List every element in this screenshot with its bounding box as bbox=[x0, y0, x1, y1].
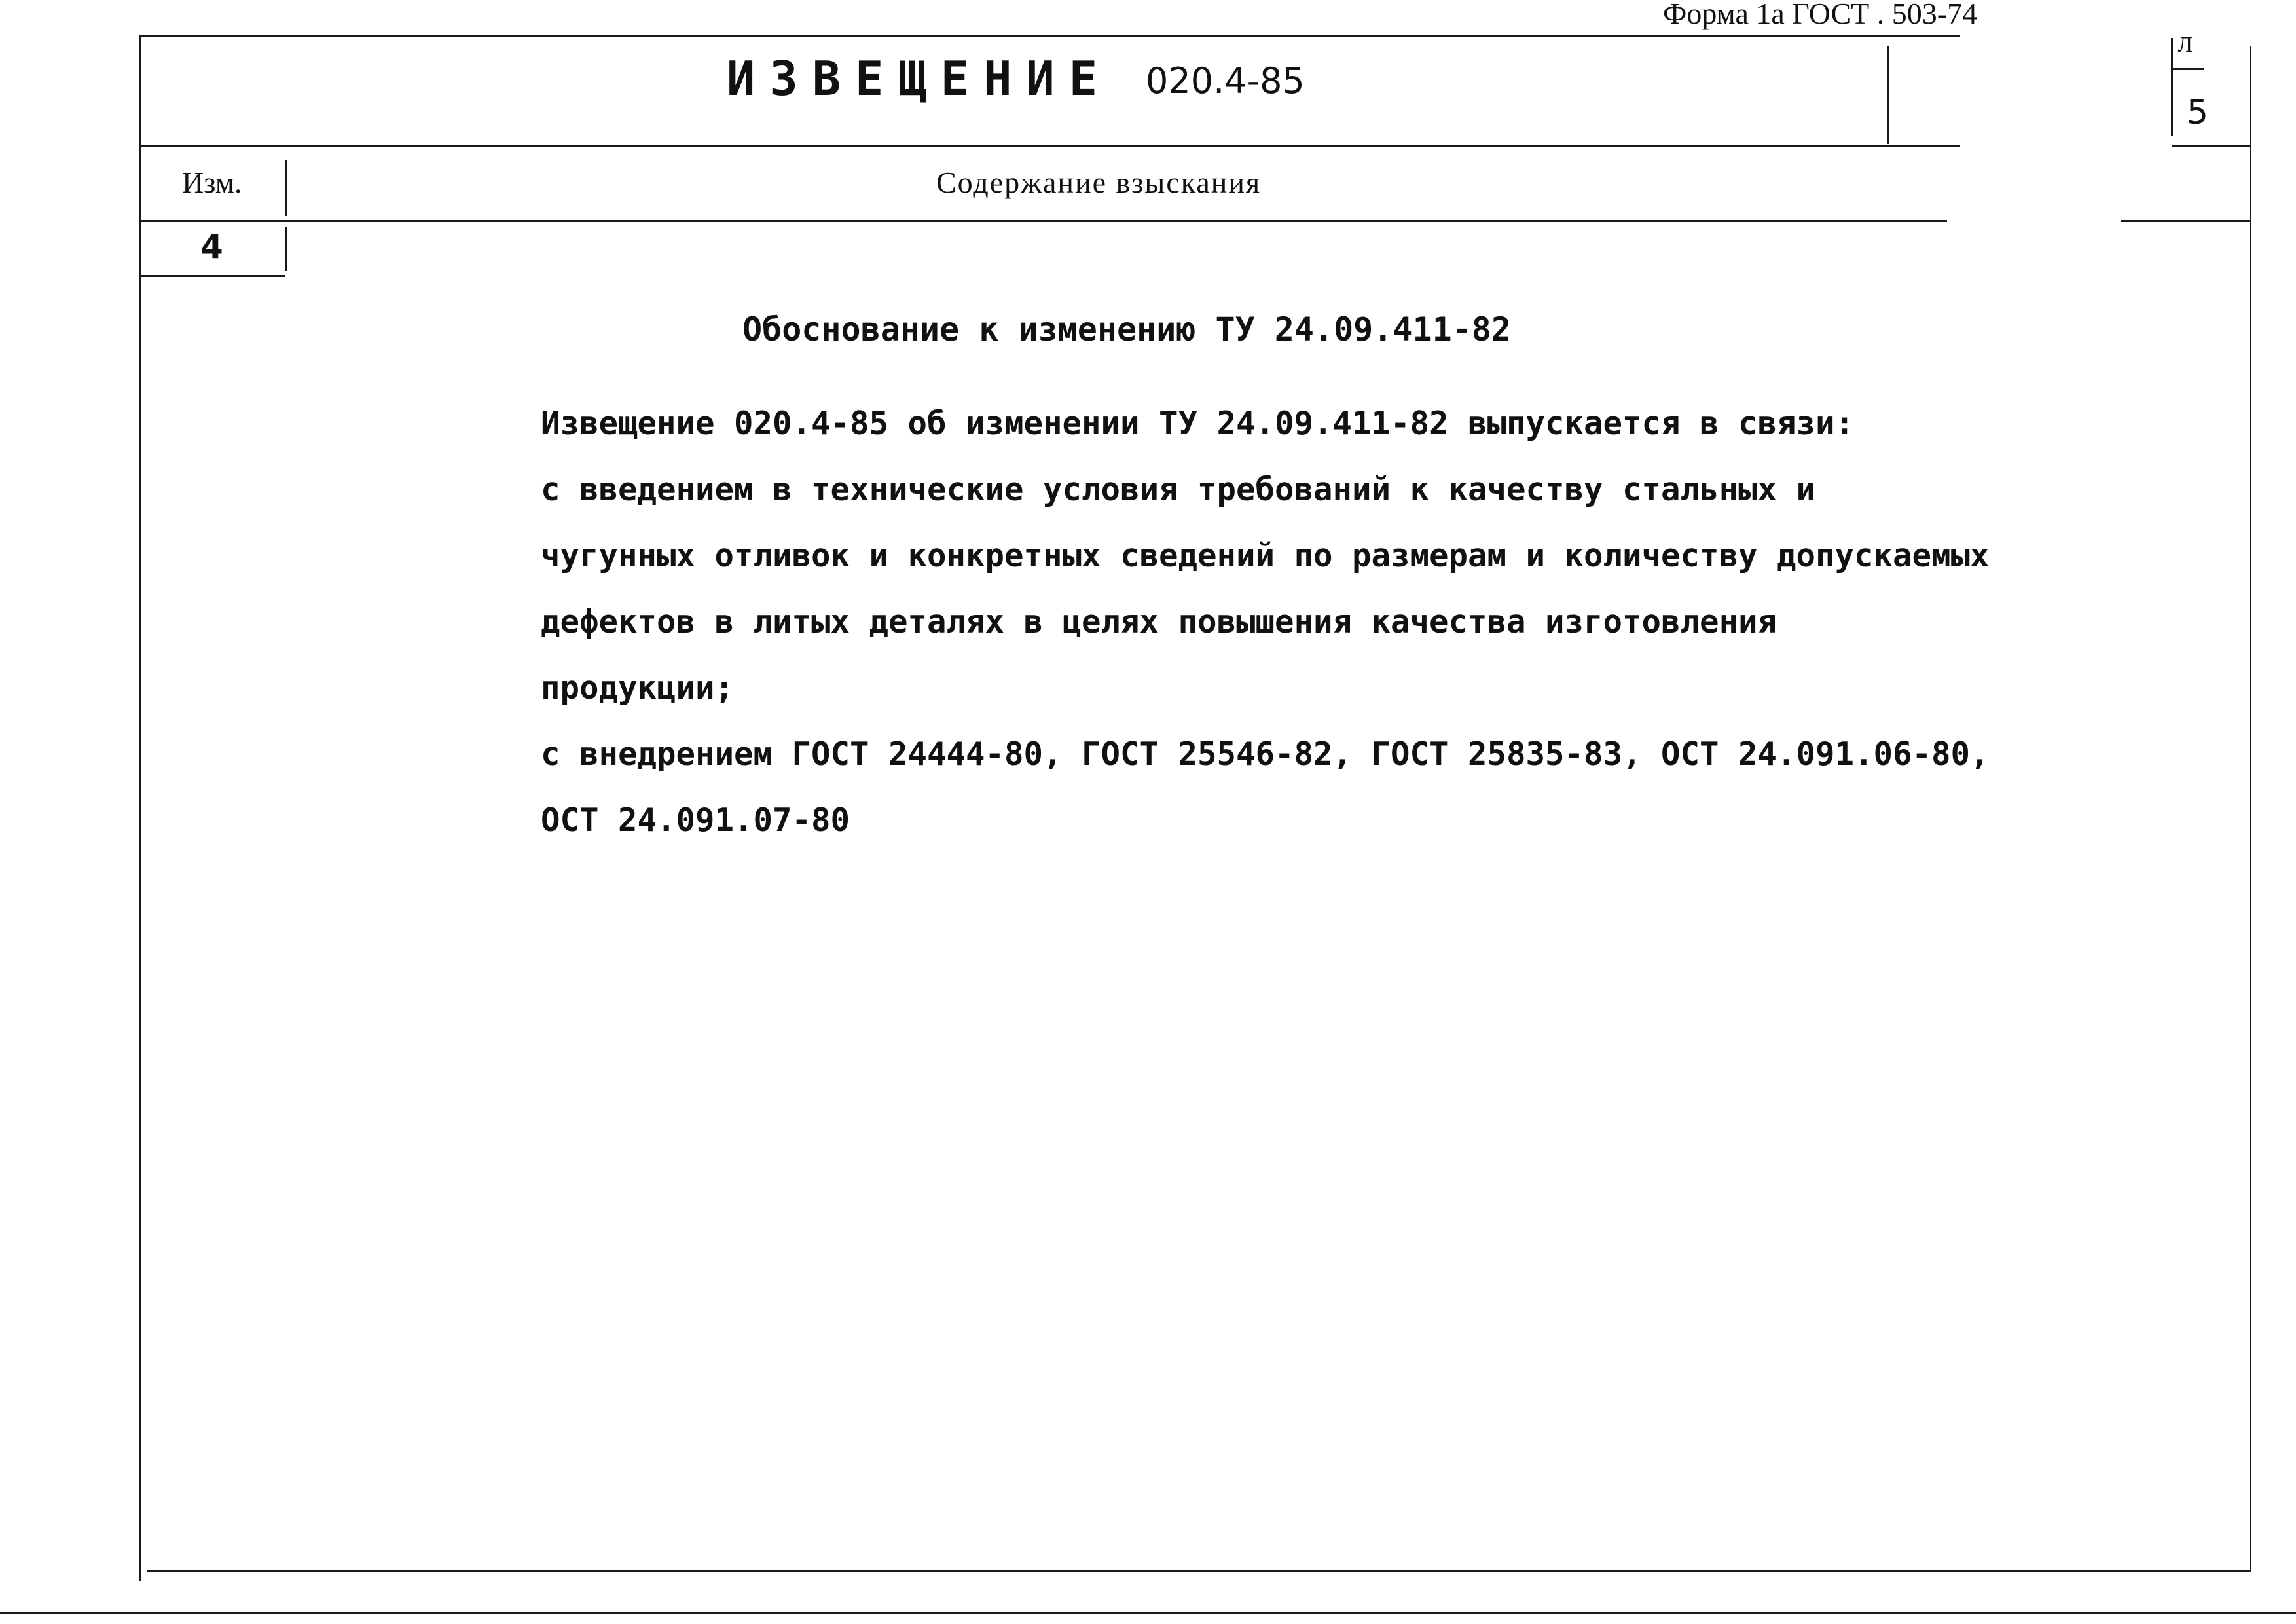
body-line: ОСТ 24.091.07-80 bbox=[541, 802, 850, 839]
page-bottom-line bbox=[0, 1612, 2296, 1614]
frame-left-line bbox=[139, 35, 141, 1581]
sheet-box-left bbox=[2171, 38, 2173, 136]
notice-number: 020.4-85 bbox=[1146, 60, 1305, 101]
column-divider bbox=[285, 160, 287, 216]
change-cell-divider bbox=[285, 227, 287, 271]
column-change-label: Изм. bbox=[182, 166, 242, 199]
sheet-label: Л bbox=[2178, 33, 2193, 57]
frame-right-line bbox=[2250, 46, 2251, 1572]
body-line: дефектов в литых деталях в целях повышения качества изготовления bbox=[541, 603, 1777, 640]
body-line: чугунных отливок и конкретных сведений по размерам и количеству допускаемых bbox=[541, 537, 1990, 574]
header-row-bottom-line-right bbox=[2121, 220, 2250, 222]
body-line: с внедрением ГОСТ 24444-80, ГОСТ 25546-82, ГОСТ 25835-83, ОСТ 24.091.06-80, bbox=[541, 735, 1990, 773]
justification-body bbox=[541, 390, 2073, 853]
sheet-number: 5 bbox=[2187, 93, 2209, 132]
change-number: 4 bbox=[200, 228, 223, 266]
title-bottom-line bbox=[140, 145, 1960, 147]
sheet-box-mid bbox=[2172, 68, 2204, 70]
document-title: ИЗВЕЩЕНИЕ bbox=[727, 51, 1112, 106]
header-row-bottom-line bbox=[140, 220, 1947, 222]
frame-bottom-line bbox=[147, 1570, 2251, 1572]
body-line: продукции; bbox=[541, 669, 735, 707]
body-line: Извещение 020.4-85 об изменении ТУ 24.09.411-82 выпускается в связи: bbox=[541, 405, 1855, 442]
frame-top-line bbox=[140, 35, 1960, 37]
change-cell-bottom-line bbox=[140, 275, 285, 277]
form-label: Форма 1а ГОСТ . 503-74 bbox=[1663, 0, 1978, 30]
sheet-box-bottom bbox=[2172, 145, 2251, 147]
title-right-divider bbox=[1887, 46, 1889, 144]
body-line: с введением в технические условия требований к качеству стальных и bbox=[541, 471, 1816, 508]
justification-heading: Обоснование к изменению ТУ 24.09.411-82 bbox=[742, 310, 1511, 348]
column-content-label: Содержание взыскания bbox=[936, 166, 1262, 199]
